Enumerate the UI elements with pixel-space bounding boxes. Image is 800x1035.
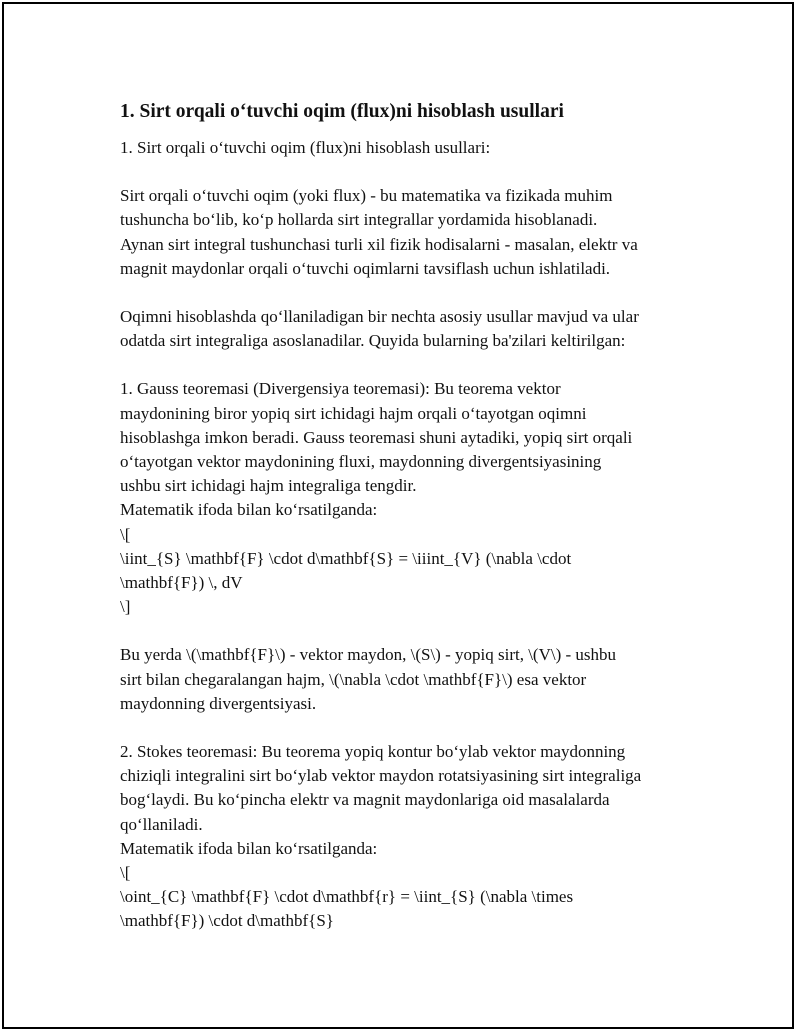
- document-page: [2, 2, 794, 1029]
- document-heading: 1. Sirt orqali o‘tuvchi oqim (flux)ni hisoblash usullari: [120, 101, 564, 122]
- paragraph-definition: Sirt orqali o‘tuvchi oqim (yoki flux) - bu matematika va fizikada muhim tushuncha bo‘lib, ko‘p hollarda sirt integrallar yordamida hisoblanadi. Aynan sirt integral tushunchasi turli xil fizik hodisalarni - masalan, elektr va magnit maydonlar orqali o‘tuvchi oqimlarni tavsiflash uchun ishlatiladi.: [120, 186, 638, 278]
- paragraph-gauss-theorem: 1. Gauss teoremasi (Divergensiya teoremasi): Bu teorema vektor maydonining biror yopiq sirt ichidagi hajm orqali o‘tayotgan oqimni hisoblashga imkon beradi. Gauss teoremasi shuni aytadiki, yopiq sirt orqali o‘tayotgan vektor maydonining fluxi, maydonning divergentsiyasining ushbu sirt ichidagi hajm integraliga tengdir. Matematik ifoda bilan ko‘rsatilganda: \[ \iint_{S} \mathbf{F} \cdot d\mathbf{S} = \iiint_{V} (\nabla \cdot \mathbf{F}) \, dV \]: [120, 379, 633, 617]
- paragraph-stokes-theorem: 2. Stokes teoremasi: Bu teorema yopiq kontur bo‘ylab vektor maydonning chiziqli integralini sirt bo‘ylab vektor maydon rotatsiyasining sirt integraliga bog‘laydi. Bu ko‘pincha elektr va magnit maydonlariga oid masalalarda qo‘llaniladi. Matematik ifoda bilan ko‘rsatilganda: \[ \oint_{C} \mathbf{F} \cdot d\mathbf{r} = \iint_{S} (\nabla \times \mathbf{F}) \cdot d\mathbf{S}: [120, 742, 642, 931]
- paragraph-intro-title: 1. Sirt orqali o‘tuvchi oqim (flux)ni hisoblash usullari:: [120, 138, 491, 157]
- paragraph-gauss-explanation: Bu yerda \(\mathbf{F}\) - vektor maydon, \(S\) - yopiq sirt, \(V\) - ushbu sirt bilan chegaralangan hajm, \(\nabla \cdot \mathbf{F}\) esa vektor maydonning divergentsiyasi.: [120, 645, 617, 713]
- paragraph-methods-intro: Oqimni hisoblashda qo‘llaniladigan bir nechta asosiy usullar mavjud va ular odatda sirt integraliga asoslanadilar. Quyida bularning ba'zilari keltirilgan:: [120, 307, 639, 351]
- document-content: [120, 98, 710, 934]
